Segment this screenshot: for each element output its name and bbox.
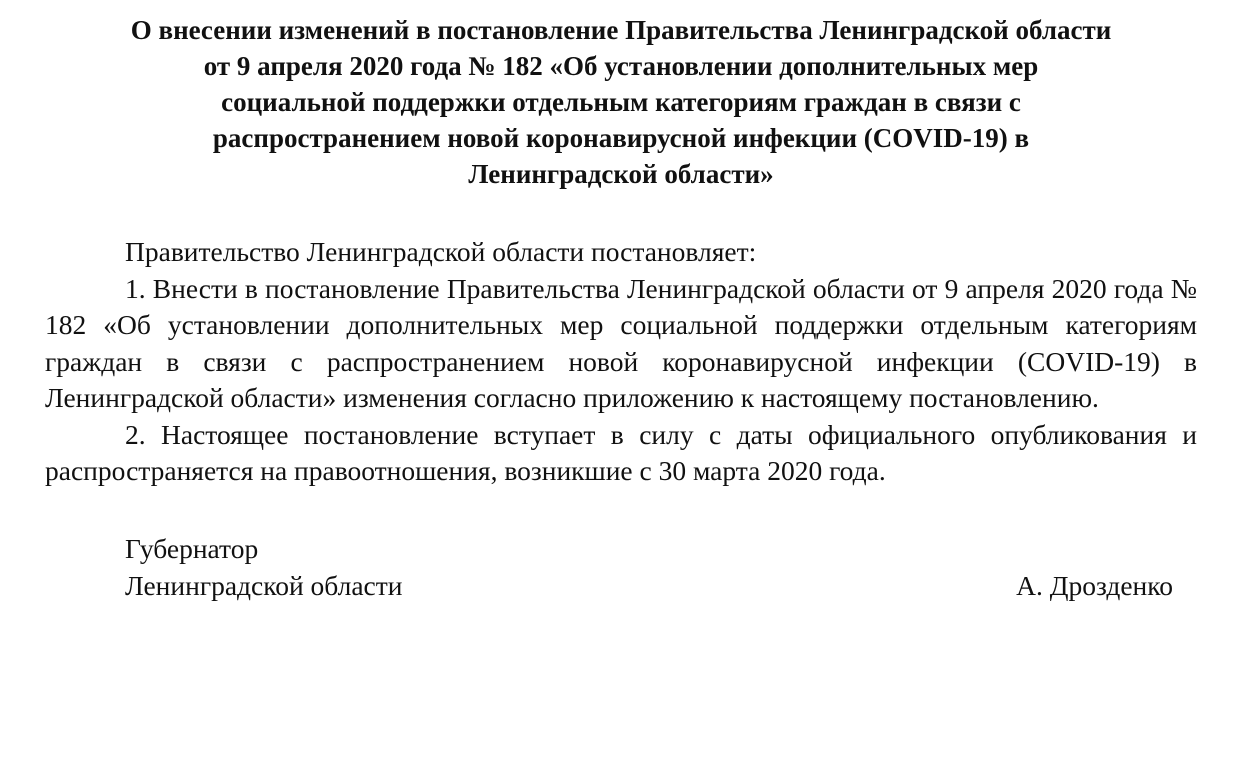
- preamble-paragraph: Правительство Ленинградской области постановляет:: [125, 236, 757, 267]
- title-line-4: распространением новой коронавирусной инфекции (COVID-19) в: [212, 123, 1030, 153]
- title-line-2: от 9 апреля 2020 года № 182 «Об установлении дополнительных мер: [203, 51, 1039, 81]
- signatory-name: А. Дрозденко: [1016, 569, 1173, 601]
- title-line-3: социальной поддержки отдельным категориям граждан в связи с: [221, 87, 1021, 117]
- clause-1-paragraph: 1. Внести в постановление Правительства Ленинградской области от 9 апреля 2020 года № 182 «Об установлении дополнительных мер социальной поддержки отдельным категориям граждан в связи с распространением новой коронавирусной инфекции (COVID-19) в Ленинградской области» изменения согласно приложению к настоящему постановлению.: [45, 272, 1197, 413]
- signatory-position-line-2: Ленинградской области: [125, 569, 403, 601]
- clause-2-paragraph: 2. Настоящее постановление вступает в силу с даты официального опубликования и распространяется на правоотношения, возникшие с 30 марта 2020 года.: [45, 418, 1197, 486]
- document-title: [45, 12, 1197, 192]
- signature-block: [45, 530, 1197, 604]
- document-body: [45, 234, 1197, 490]
- signatory-position-line-1: Губернатор: [125, 532, 259, 564]
- title-line-1: О внесении изменений в постановление Правительства Ленинградской области: [130, 15, 1112, 45]
- title-line-5: Ленинградской области»: [468, 159, 774, 189]
